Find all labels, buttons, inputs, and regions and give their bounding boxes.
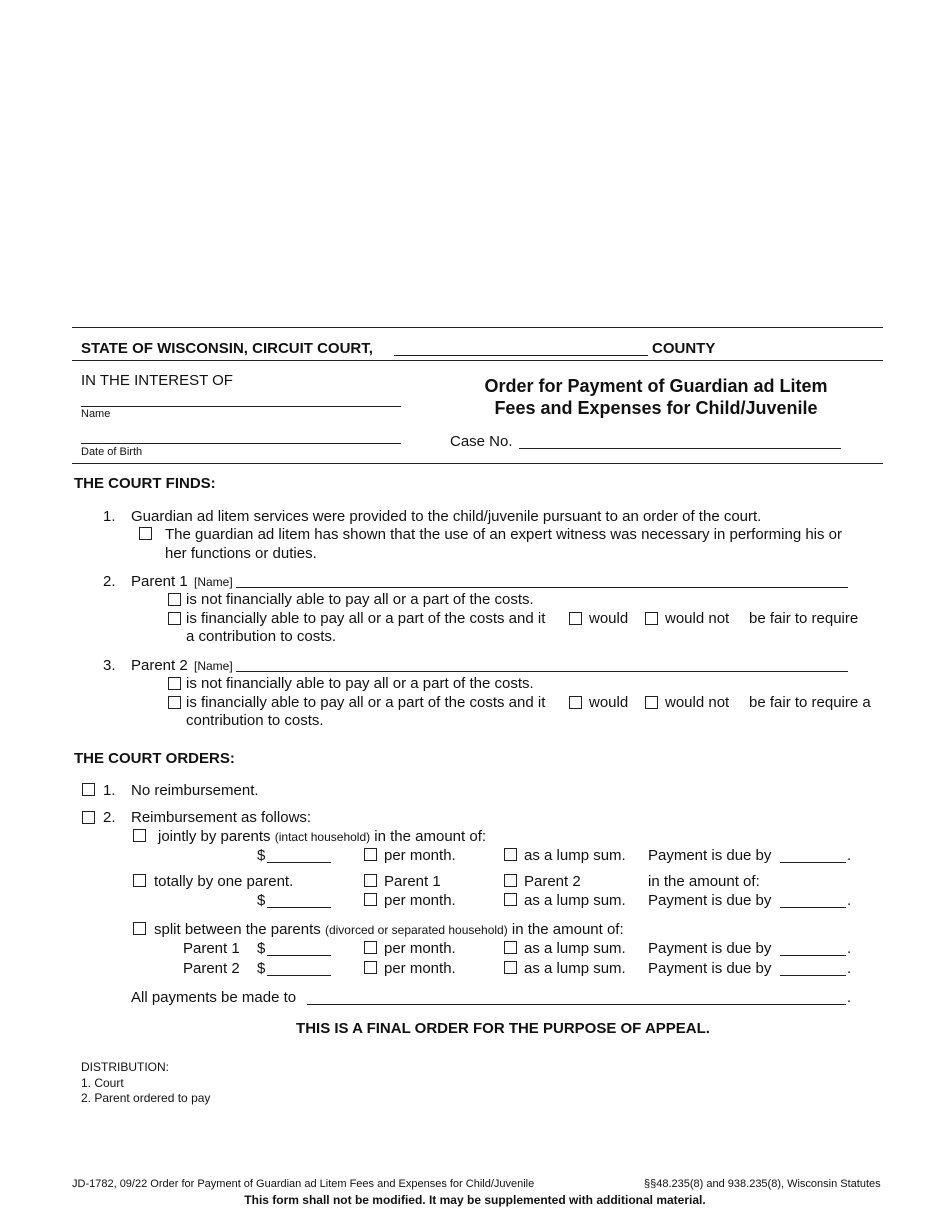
jointly-label: jointly by parents [158,828,271,845]
case-no-field[interactable] [519,448,841,449]
expert-witness-text: The guardian ad litem has shown that the use of an expert witness was necessary in performing his or [165,526,843,543]
split-p2-amount-field[interactable] [267,975,331,976]
expert-witness-text-2: her functions or duties. [165,545,317,562]
payee-period: . [847,989,852,1006]
p2-able-checkbox[interactable] [168,696,181,709]
p2-contrib-text: contribution to costs. [186,712,324,729]
totally-parent-1-checkbox[interactable] [364,874,377,887]
expert-witness-checkbox[interactable] [139,527,152,540]
p2-able-text: is financially able to pay all or a part of the costs and it [186,694,546,711]
footer-notice: This form shall not be modified. It may be supplemented with additional material. [244,1193,706,1207]
divorced-household-label: (divorced or separated household) [324,923,508,937]
order-2-num: 2. [103,809,116,826]
split-p1-period: . [847,940,852,957]
jointly-per-month-checkbox[interactable] [364,848,377,861]
split-p2-per-month-label: per month. [384,960,456,977]
totally-per-month-checkbox[interactable] [364,893,377,906]
split-p2-dollar: $ [257,960,266,977]
totally-parent-1-label: Parent 1 [384,873,441,890]
jointly-period: . [847,847,852,864]
dob-label: Date of Birth [81,446,143,458]
jointly-due-date-field[interactable] [780,862,846,863]
split-p1-amount-field[interactable] [267,955,331,956]
jointly-amount-field[interactable] [267,862,331,863]
p1-would-checkbox[interactable] [569,612,582,625]
footer-form-id: JD-1782, 09/22 Order for Payment of Guardian ad Litem Fees and Expenses for Child/Juvenile [72,1178,535,1190]
order-2-checkbox[interactable] [82,811,95,824]
finding-1-text: Guardian ad litem services were provided to the child/juvenile pursuant to an order of the court. [131,508,762,525]
totally-lump-sum-label: as a lump sum. [524,892,626,909]
form-title-line2: Fees and Expenses for Child/Juvenile [494,398,818,418]
split-p1-due-date-field[interactable] [780,955,846,956]
finding-2-num: 2. [103,573,116,590]
p1-able-text: is financially able to pay all or a part of the costs and it [186,610,546,627]
interest-of-label: IN THE INTEREST OF [81,372,233,389]
jointly-lump-sum-checkbox[interactable] [504,848,517,861]
totally-parent-2-label: Parent 2 [524,873,581,890]
split-parent-2-label: Parent 2 [183,960,240,977]
p2-would-checkbox[interactable] [569,696,582,709]
top-rule [72,327,883,328]
split-p2-lump-sum-checkbox[interactable] [504,961,517,974]
split-p1-per-month-label: per month. [384,940,456,957]
parent-1-name-hint: [Name] [194,575,233,589]
footer-statutes: §§48.235(8) and 938.235(8), Wisconsin Statutes [644,1178,881,1190]
parent-2-name-hint: [Name] [194,659,233,673]
county-field[interactable] [394,355,648,356]
p1-not-able-text: is not financially able to pay all or a part of the costs. [186,591,534,608]
split-p1-per-month-checkbox[interactable] [364,941,377,954]
court-finds-heading: THE COURT FINDS: [74,475,216,492]
p2-would-label: would [589,694,629,711]
totally-checkbox[interactable] [133,874,146,887]
p1-contrib-text: a contribution to costs. [186,628,337,645]
intact-household-label: (intact household) [274,830,371,844]
order-1-checkbox[interactable] [82,783,95,796]
jointly-amount-label: in the amount of: [374,828,487,845]
split-text [154,921,624,938]
p1-able-checkbox[interactable] [168,612,181,625]
p2-would-not-label: would not [665,694,730,711]
p1-would-not-label: would not [665,610,730,627]
totally-parent-2-checkbox[interactable] [504,874,517,887]
all-payments-label: All payments be made to [131,989,297,1006]
jointly-lump-sum-label: as a lump sum. [524,847,626,864]
finding-3-num: 3. [103,657,116,674]
split-p2-lump-sum-label: as a lump sum. [524,960,626,977]
split-p1-payment-due-label: Payment is due by [648,940,772,957]
jointly-checkbox[interactable] [133,829,146,842]
parent-1-label: Parent 1 [131,573,188,590]
split-label: split between the parents [154,921,321,938]
totally-dollar: $ [257,892,266,909]
totally-period: . [847,892,852,909]
caption-rule [72,360,883,361]
final-order-notice: THIS IS A FINAL ORDER FOR THE PURPOSE OF APPEAL. [296,1020,710,1037]
payee-field[interactable] [307,1004,846,1005]
court-orders-heading: THE COURT ORDERS: [74,750,235,767]
p1-would-not-checkbox[interactable] [645,612,658,625]
split-p2-payment-due-label: Payment is due by [648,960,772,977]
dob-field[interactable] [81,443,401,444]
jointly-per-month-label: per month. [384,847,456,864]
split-p1-lump-sum-label: as a lump sum. [524,940,626,957]
jointly-payment-due-label: Payment is due by [648,847,772,864]
totally-amount-field[interactable] [267,907,331,908]
totally-amount-label: in the amount of: [648,873,760,890]
split-p1-lump-sum-checkbox[interactable] [504,941,517,954]
name-label: Name [81,408,111,420]
caption-bottom-rule [72,463,883,464]
p2-not-able-checkbox[interactable] [168,677,181,690]
p2-not-able-text: is not financially able to pay all or a part of the costs. [186,675,534,692]
distribution-item-1: 1. Court [81,1076,124,1090]
split-checkbox[interactable] [133,922,146,935]
order-1-text: No reimbursement. [131,782,259,799]
totally-due-date-field[interactable] [780,907,846,908]
case-no-label: Case No. [450,433,513,450]
p2-would-not-checkbox[interactable] [645,696,658,709]
name-field[interactable] [81,406,401,407]
split-amount-label: in the amount of: [511,921,624,938]
distribution-heading: DISTRIBUTION: [81,1060,170,1074]
split-p2-per-month-checkbox[interactable] [364,961,377,974]
p1-would-label: would [589,610,629,627]
split-parent-1-label: Parent 1 [183,940,240,957]
split-p2-period: . [847,960,852,977]
parent-2-label: Parent 2 [131,657,188,674]
split-p2-due-date-field[interactable] [780,975,846,976]
jointly-text [158,828,486,845]
order-2-text: Reimbursement as follows: [131,809,312,826]
county-label: COUNTY [652,340,716,357]
totally-lump-sum-checkbox[interactable] [504,893,517,906]
split-p1-dollar: $ [257,940,266,957]
p2-fair-text: be fair to require a [749,694,871,711]
form-title-line1: Order for Payment of Guardian ad Litem [484,376,828,396]
p1-fair-text: be fair to require [749,610,859,627]
distribution-item-2: 2. Parent ordered to pay [81,1091,211,1105]
order-1-num: 1. [103,782,116,799]
finding-1-num: 1. [103,508,116,525]
jointly-dollar: $ [257,847,266,864]
totally-label: totally by one parent. [154,873,294,890]
p1-not-able-checkbox[interactable] [168,593,181,606]
state-court-label: STATE OF WISCONSIN, CIRCUIT COURT, [81,340,373,357]
parent-1-name-field[interactable] [236,587,848,588]
parent-2-name-field[interactable] [236,671,848,672]
totally-per-month-label: per month. [384,892,456,909]
totally-payment-due-label: Payment is due by [648,892,772,909]
